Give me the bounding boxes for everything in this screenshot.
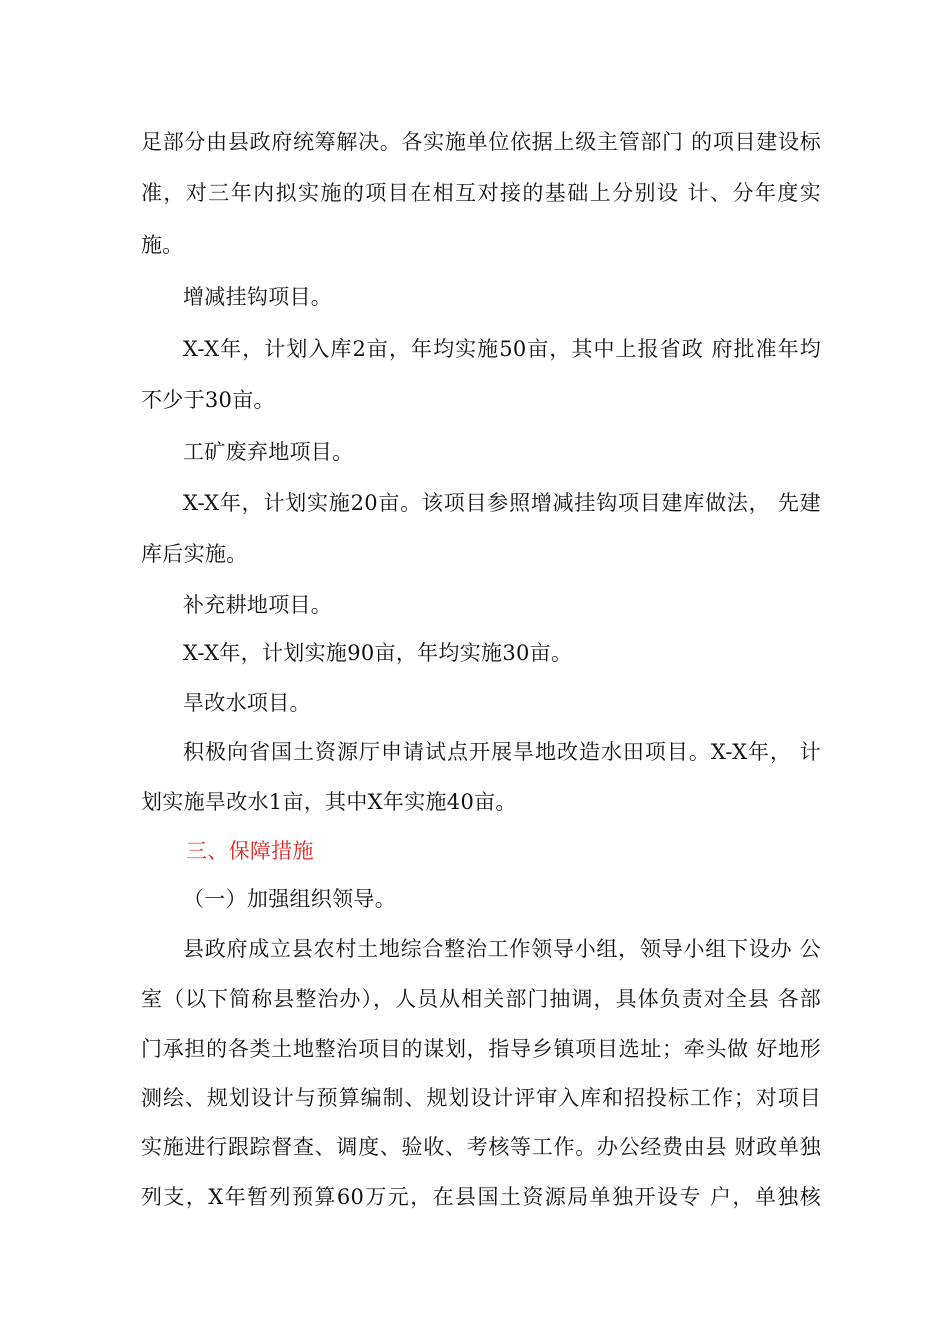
body-line: 县政府成立县农村土地综合整治工作领导小组，领导小组下设办 公 — [183, 937, 821, 961]
body-line: 实施进行跟踪督查、调度、验收、考核等工作。办公经费由县 财政单独 — [141, 1135, 821, 1159]
body-line: 测绘、规划设计与预算编制、规划设计评审入库和招投标工作；对项目 — [141, 1086, 821, 1110]
section-heading: 三、保障措施 — [186, 839, 314, 863]
section-subtitle: 工矿废弃地项目。 — [183, 440, 354, 464]
body-line: X-X年，计划入库2亩，年均实施50亩，其中上报省政 府批准年均 — [183, 337, 821, 361]
section-subtitle: 增减挂钩项目。 — [183, 285, 333, 309]
section-subtitle: 旱改水项目。 — [183, 691, 311, 715]
body-line: 积极向省国土资源厅申请试点开展旱地改造水田项目。X-X年， 计 — [183, 740, 821, 764]
body-line: 准，对三年内拟实施的项目在相互对接的基础上分别设 计、分年度实 — [141, 181, 821, 205]
body-line: 足部分由县政府统筹解决。各实施单位依据上级主管部门 的项目建设标 — [141, 130, 821, 154]
section-subtitle: 补充耕地项目。 — [183, 593, 333, 617]
body-line: 不少于30亩。 — [141, 388, 275, 412]
body-line: 室（以下简称县整治办），人员从相关部门抽调，具体负责对全县 各部 — [141, 987, 821, 1011]
body-line: 施。 — [141, 233, 184, 257]
body-line: 库后实施。 — [141, 542, 248, 566]
body-line: X-X年，计划实施20亩。该项目参照增减挂钩项目建库做法， 先建 — [183, 491, 821, 515]
body-line: 列支，X年暂列预算60万元，在县国土资源局单独开设专 户，单独核 — [141, 1185, 821, 1209]
body-line: 门承担的各类土地整治项目的谋划，指导乡镇项目选址；牵头做 好地形 — [141, 1037, 821, 1061]
body-line: 划实施旱改水1亩，其中X年实施40亩。 — [141, 790, 517, 814]
body-line: X-X年，计划实施90亩，年均实施30亩。 — [183, 641, 573, 665]
subsection-heading: （一）加强组织领导。 — [183, 887, 396, 911]
